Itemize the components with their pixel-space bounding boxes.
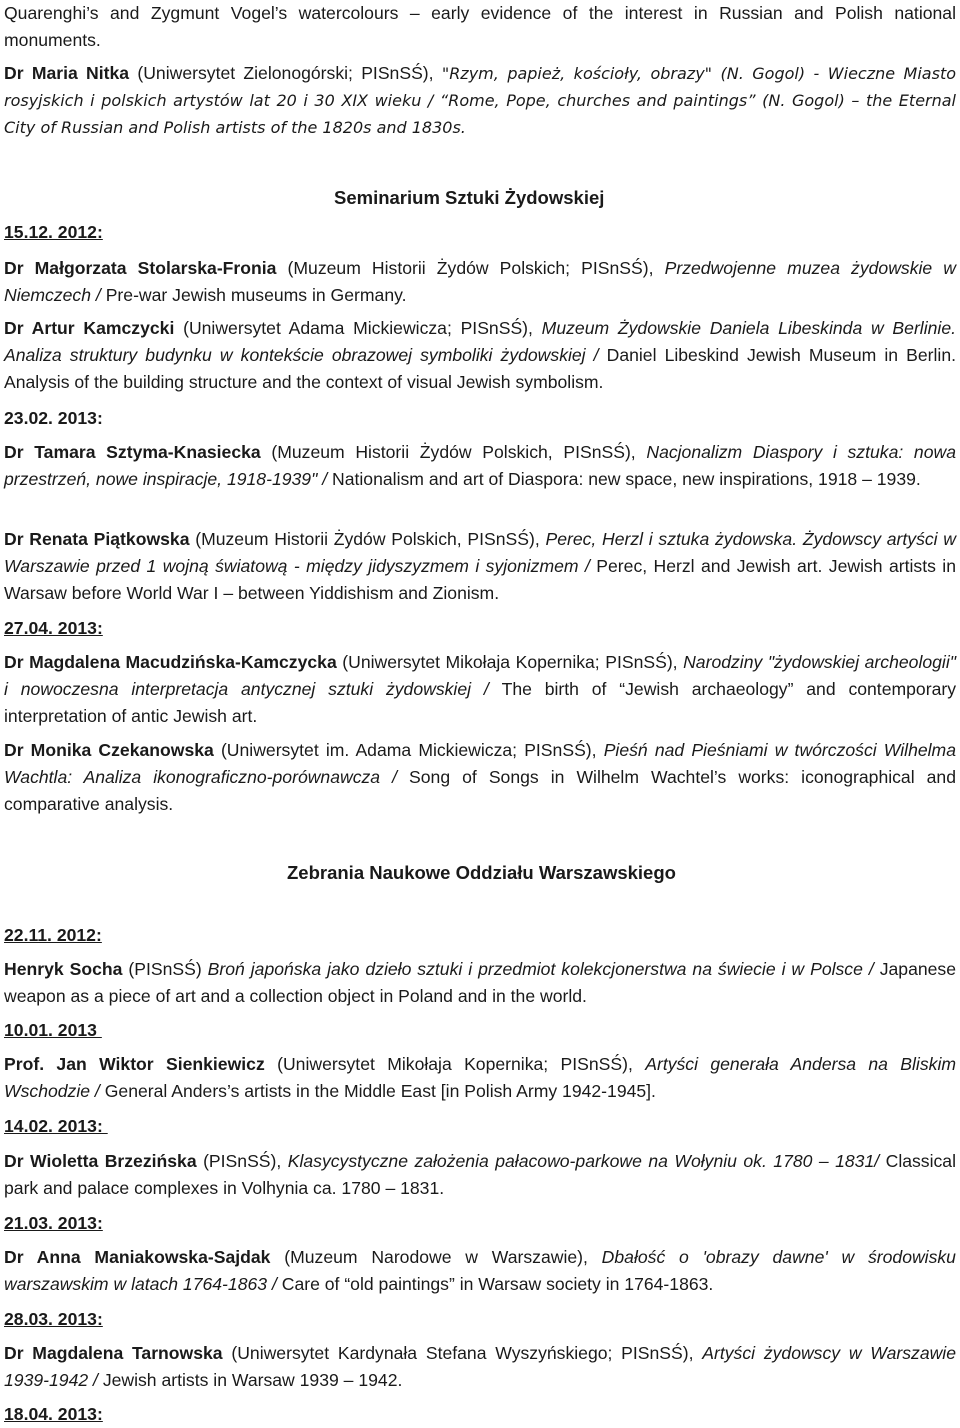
title-separator: / [317,469,333,489]
talk-title-pl: Narodziny "żydowskiej archeologii" i nowoczesna interpretacja antycznej sztuki żydowskiej [4,652,956,699]
date-label: 23.02. 2013: [4,408,103,428]
talk-item [4,1051,956,1105]
talk-title-pl: Dbałość o 'obrazy dawne' w środowisku warszawskim w latach 1764-1863 [4,1247,956,1294]
date-label: 10.01. 2013 [4,1020,102,1040]
date-label: 22.11. 2012: [4,925,102,945]
title-separator: / [91,285,106,305]
title-separator: / [585,345,607,365]
talk-item [4,1148,956,1202]
talk-title-pl: Muzeum Żydowskie Daniela Libeskinda w Berlinie. Analiza struktury budynku w kontekście obrazowej symboliki żydowskiej [4,318,956,365]
speaker-name: Dr Monika Czekanowska [4,740,214,760]
talk-title-en: Song of Songs in Wilhelm Wachtel’s works: iconographical and comparative analysis. [4,767,956,814]
talk-item [4,439,956,493]
talk-item [4,956,956,1010]
date-label: 18.04. 2013: [4,1404,103,1424]
date-label: 27.04. 2013: [4,618,103,638]
talk-title-pl: Artyści żydowscy w Warszawie 1939-1942 [4,1343,956,1390]
intro-paragraph [4,0,956,54]
speaker-affiliation: (Uniwersytet Kardynała Stefana Wyszyńskiego; PISnSŚ), [222,1343,703,1363]
speaker-name: Dr Tamara Sztyma-Knasiecka [4,442,261,462]
speaker-name: Dr Małgorzata Stolarska-Fronia [4,258,277,278]
talk-title-en: Classical park and palace complexes in Volhynia ca. 1780 – 1831. [4,1151,957,1198]
speaker-affiliation: (Uniwersytet im. Adama Mickiewicza; PISnSŚ), [213,740,604,760]
title-separator: / [88,1370,103,1390]
date-label: 28.03. 2013: [4,1309,103,1329]
speaker-affiliation: (Muzeum Historii Żydów Polskich, PISnSŚ), [189,529,546,549]
talk-title-pl: Klasycystyczne założenia pałacowo-parkowe na Wołyniu ok. 1780 – 1831 [287,1151,875,1171]
date-label: 14.02. 2013: [4,1116,108,1136]
speaker-affiliation: (Muzeum Narodowe w Warszawie), [270,1247,602,1267]
talk-title-en: Nationalism and art of Diaspora: new space, new inspirations, 1918 – 1939. [332,469,921,489]
talk-item [4,526,956,607]
speaker-name: Dr Wioletta Brzezińska [4,1151,197,1171]
talk-item [4,1340,956,1394]
talk-title-pl: Pieśń nad Pieśniami w twórczości Wilhelma Wachtla: Analiza ikonograficzno-porównawcza [4,740,956,787]
title-separator: / [267,1274,282,1294]
intro-line: Quarenghi’s and Zygmunt Vogel’s watercolours – early evidence of the interest in Russian and Polish national monuments. [4,3,956,50]
section-heading-warsaw-branch: Zebrania Naukowe Oddziału Warszawskiego [287,862,676,883]
speaker-affiliation: (Uniwersytet Mikołaja Kopernika; PISnSŚ), [336,652,684,672]
section-heading-jewish-art: Seminarium Sztuki Żydowskiej [334,187,605,208]
speaker-affiliation: (PISnSŚ), [196,1151,288,1171]
talk-title-en: Perec, Herzl and Jewish art. Jewish artists in Warsaw before World War I – between Yiddishism and Zionism. [4,556,956,603]
speaker-affiliation: (Muzeum Historii Żydów Polskich; PISnSŚ), [276,258,665,278]
speaker-affiliation: (Muzeum Historii Żydów Polskich, PISnSŚ), [260,442,647,462]
talk-title-pl: Nacjonalizm Diaspory i sztuka: nowa przestrzeń, nowe inspiracje, 1918-1939" [4,442,956,489]
speaker-name: Prof. Jan Wiktor Sienkiewicz [4,1054,265,1074]
talk-title-pl: Broń japońska jako dzieło sztuki i przedmiot kolekcjonerstwa na świecie i w Polsce [207,959,863,979]
title-separator: / [380,767,410,787]
talk-item [4,649,956,730]
talk-title-en: Care of “old paintings” in Warsaw society in 1764-1863. [281,1274,714,1294]
talk-item [4,255,956,309]
talk-title-pl: Artyści generała Andersa na Bliskim Wschodzie [4,1054,957,1101]
speaker-name: Dr Maria Nitka [4,63,130,83]
talk-nitka [4,60,956,141]
speaker-name: Dr Artur Kamczycki [4,318,175,338]
talk-item [4,737,956,818]
title-separator: / [874,1151,886,1171]
talk-title-pl: Przedwojenne muzea żydowskie w Niemczech [4,258,956,305]
date-label: 15.12. 2012: [4,222,103,242]
speaker-name: Dr Magdalena Tarnowska [4,1343,223,1363]
talk-title-en: Daniel Libeskind Jewish Museum in Berlin. Analysis of the building structure and the context of visual Jewish symbolism. [4,345,956,392]
talk-title-pl: "Rzym, papież, kościoły, obrazy" (N. Gogol) - Wieczne Miasto rosyjskich i polskich artystów lat 20 i 30 XIX wieku / [4,64,957,110]
date-label: 21.03. 2013: [4,1213,103,1233]
talk-title-en: Japanese weapon as a piece of art and a collection object in Poland and in the world. [4,959,957,1006]
talk-title-en: Pre-war Jewish museums in Germany. [105,285,407,305]
talk-title-en: General Anders’s artists in the Middle East [in Polish Army 1942-1945]. [104,1081,656,1101]
speaker-name: Dr Magdalena Macudzińska-Kamczycka [4,652,337,672]
title-separator: / [862,959,880,979]
talk-title-pl: Perec, Herzl i sztuka żydowska. Żydowscy artyści w Warszawie przed 1 wojną światową - między jidyszyzmem i syjonizmem [4,529,956,576]
speaker-name: Dr Anna Maniakowska-Sajdak [4,1247,271,1267]
talk-item [4,1244,956,1298]
talk-title-en: Jewish artists in Warsaw 1939 – 1942. [102,1370,403,1390]
speaker-affiliation: (Uniwersytet Mikołaja Kopernika; PISnSŚ), [264,1054,646,1074]
talk-title-en: “Rome, Pope, churches and paintings” (N. Gogol) – the Eternal City of Russian and Polish artists of the 1820s and 1830s. [4,91,957,137]
title-separator: / [471,679,502,699]
title-separator: / [90,1081,105,1101]
talk-item [4,315,956,396]
title-separator: / [578,556,597,576]
speaker-affiliation: (Uniwersytet Zielonogórski; PISnSŚ), [129,63,442,83]
speaker-affiliation: (Uniwersytet Adama Mickiewicza; PISnSŚ), [174,318,542,338]
speaker-name: Dr Renata Piątkowska [4,529,190,549]
speaker-name: Henryk Socha [4,959,123,979]
speaker-affiliation: (PISnSŚ) [122,959,208,979]
talk-title-en: The birth of “Jewish archaeology” and contemporary interpretation of antic Jewish art. [4,679,957,726]
